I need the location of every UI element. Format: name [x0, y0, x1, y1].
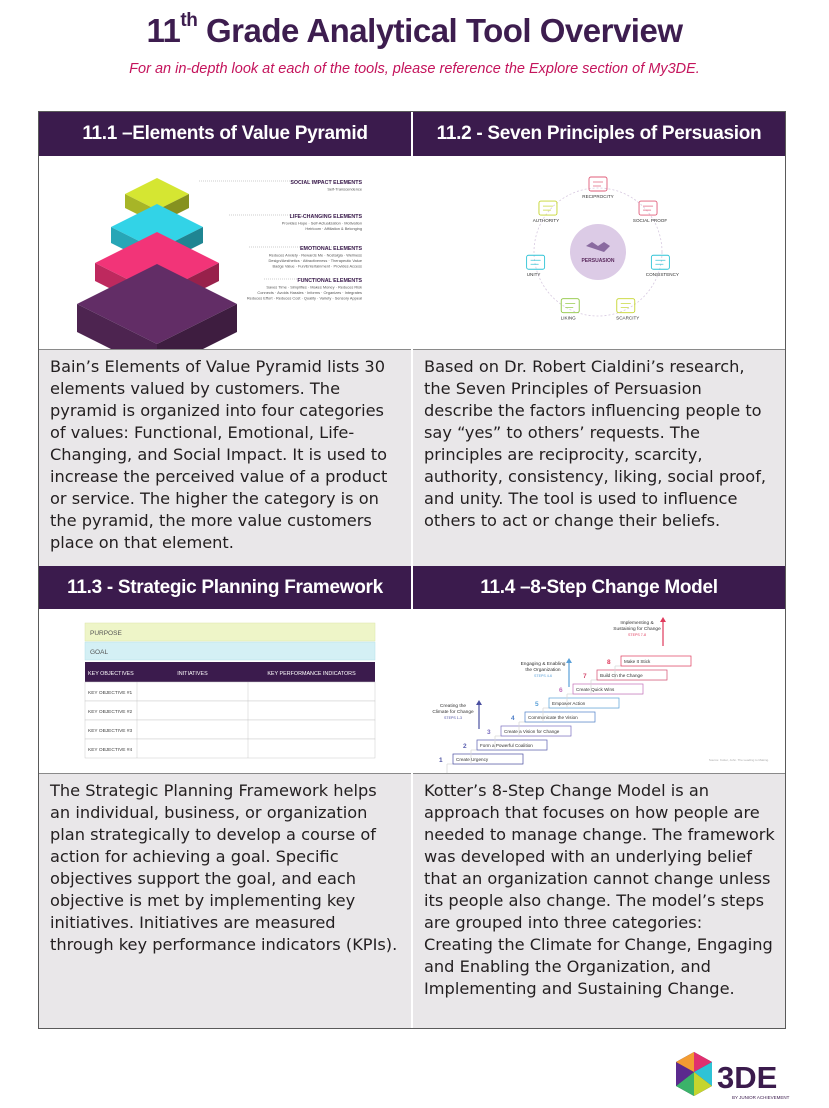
framework-column-header: KEY OBJECTIVES [88, 671, 134, 677]
tool-heading-11-1: 11.1 –Elements of Value Pyramid [39, 112, 411, 156]
framework-row-label: KEY OBJECTIVE #2 [88, 710, 133, 715]
principle-consistency [646, 255, 679, 277]
principle-label: SCARCITY [616, 315, 640, 321]
tool-description-11-2: Based on Dr. Robert Cialdini’s research, the Seven Principles of Persuasion describe the factors influencing people to say “yes” to others’ requests. The principles are reciprocity, scarcity, authority, consistency, liking, social proof, and unity. The tool is used to influence others to act or change their beliefs. [413, 350, 785, 566]
tool-heading-11-2: 11.2 - Seven Principles of Persuasion [413, 112, 785, 156]
framework-row [85, 739, 375, 758]
kotter-step-label: Build On the Change [600, 673, 643, 678]
kotter-group-title: Sustaining for Change [613, 627, 661, 632]
tool-heading-11-3: 11.3 - Strategic Planning Framework [39, 566, 411, 609]
svg-text:LIFE-CHANGING ELEMENTS: LIFE-CHANGING ELEMENTS [289, 214, 362, 220]
pyramid-label [247, 278, 363, 301]
principle-label: UNITY [526, 272, 541, 278]
kotter-diagram [413, 609, 785, 773]
kotter-group-title: Engaging & Enabling [520, 662, 566, 667]
tool-description-11-3: The Strategic Planning Framework helps an individual, business, or organization plan strategically to develop a course of action for achieving a goal. Specific objectives support the goal, and each objective is met by implementing key initiatives. Initiatives are measured through key performance indicators (KPIs). [39, 774, 411, 1028]
kotter-step-number: 1 [439, 757, 443, 764]
persuasion-center-circle [570, 224, 626, 280]
persuasion-wheel [527, 177, 679, 321]
svg-text:Design/Aesthetics · Attractive: Design/Aesthetics · Attractiveness · Therapeutic Value [268, 258, 362, 263]
3de-logo-tagline: BY JUNIOR ACHIEVEMENT [732, 1095, 790, 1100]
kotter-group-title: Climate for Change [432, 710, 474, 715]
kotter-credit: Source: Kotter, John. The Leading to Making. [708, 758, 769, 762]
pyramid-label [249, 246, 362, 269]
3de-logo-text: 3DE [717, 1060, 778, 1095]
kotter-step-label: Form a Powerful Coalition [480, 743, 533, 748]
svg-text:Heirloom · Affiliation & Belon: Heirloom · Affiliation & Belonging [305, 226, 362, 231]
svg-text:Reduces Anxiety · Rewards Me ·: Reduces Anxiety · Rewards Me · Nostalgia · Wellness [268, 252, 362, 258]
tool-name-bold: Strategic Planning Framework [85, 781, 329, 800]
svg-text:Connects · Avoids Hassles · In: Connects · Avoids Hassles · Informs · Organizes · Integrates [257, 290, 362, 295]
kotter-step-label: Create a Vision for Change [504, 729, 560, 734]
framework-row-label: KEY OBJECTIVE #4 [88, 748, 133, 753]
framework-row [85, 701, 375, 720]
persuasion-center-label: PERSUASION [581, 258, 615, 264]
tool-name-bold: Seven Principles of Persuasion [455, 379, 702, 398]
kotter-step-label: Make It Stick [624, 659, 651, 664]
framework-column-header: KEY PERFORMANCE INDICATORS [267, 671, 356, 677]
principle-icon [539, 201, 557, 215]
principle-icon [651, 255, 669, 269]
kotter-staircase [432, 617, 769, 773]
svg-text:Saves Time · Simplifies · Make: Saves Time · Simplifies · Makes Money · Reduces Risk [266, 284, 362, 290]
principle-icon [589, 177, 607, 191]
principle-label: LIKING [560, 315, 576, 321]
principle-icon [639, 201, 657, 215]
principle-social-proof [633, 201, 667, 223]
kotter-step-label: Communicate the Vision [528, 715, 578, 720]
pyramid-layers [77, 178, 237, 349]
tool-description-11-1: Bain’s Elements of Value Pyramid lists 30 elements valued by customers. The pyramid is organized into four categories of values: Functional, Emotional, Life-Changing, and Social Impact. It is used to increase the perceived value of a product or service. The higher the category is on the pyramid, the more value customers place on that element. [39, 350, 411, 566]
kotter-step-number: 8 [607, 659, 611, 666]
tool-heading-11-4: 11.4 –8-Step Change Model [413, 566, 785, 609]
svg-text:FUNCTIONAL ELEMENTS: FUNCTIONAL ELEMENTS [297, 278, 362, 284]
svg-text:Reduces Effort · Reduces Cost: Reduces Effort · Reduces Cost · Quality · Variety · Sensory Appeal [246, 295, 362, 301]
goal-row [85, 642, 375, 660]
principle-label: RECIPROCITY [582, 194, 614, 199]
persuasion-image [413, 156, 785, 349]
kotter-step-label: Create Urgency [456, 757, 489, 762]
pyramid-labels [199, 180, 362, 301]
framework-row-label: KEY OBJECTIVE #1 [88, 691, 133, 696]
pyramid-label [229, 214, 362, 231]
kotter-step-label: Create Quick Wins [576, 687, 615, 692]
principle-label: SOCIAL PROOF [632, 218, 668, 224]
svg-text:EMOTIONAL ELEMENTS: EMOTIONAL ELEMENTS [300, 246, 362, 252]
framework-image [39, 609, 411, 773]
framework-row [85, 720, 375, 739]
tool-description-11-4: Kotter’s 8-Step Change Model is an approach that focuses on how people are needed to manage change. The framework was developed with an underlying belief that an organization cannot change unless its people also change. The model’s steps are grouped into three categories: Creating the Climate for Change, Engaging and Enabling the Organization, and Implementing and Sustaining Change. [413, 774, 785, 1028]
kotter-step-number: 4 [511, 715, 515, 722]
kotter-group-steps: STEPS 4-6 [534, 674, 552, 678]
persuasion-diagram [413, 156, 785, 349]
purpose-label: PURPOSE [90, 630, 122, 637]
page-subtitle: For an in-depth look at each of the tools, please reference the Explore section of My3DE. [129, 61, 700, 77]
goal-label: GOAL [90, 649, 109, 656]
kotter-group-steps: STEPS 1-3 [444, 716, 462, 720]
kotter-group [521, 658, 572, 687]
3de-logo [672, 1050, 792, 1100]
principle-scarcity [616, 299, 639, 321]
kotter-step-number: 6 [559, 687, 563, 694]
principle-label: CONSISTENCY [645, 272, 679, 278]
tool-name-bold: Bain’s Elements of Value Pyramid [50, 357, 322, 376]
kotter-group-steps: STEPS 7-8 [628, 633, 646, 637]
kotter-group-title: Implementing & [620, 621, 654, 626]
svg-text:Badge Value · Fun/Entertainmen: Badge Value · Fun/Entertainment · Provides Access [272, 263, 362, 269]
kotter-step-number: 2 [463, 743, 467, 750]
page-title: 11th Grade Analytical Tool Overview [146, 10, 683, 49]
tool-name-bold: Kotter’s 8-Step Change Model [424, 781, 666, 800]
kotter-step-number: 5 [535, 701, 539, 708]
framework-row-label: KEY OBJECTIVE #3 [88, 729, 133, 734]
kotter-group-title: Creating the [439, 704, 467, 709]
principle-unity [527, 255, 545, 277]
kotter-step-number: 7 [583, 673, 587, 680]
pyramid-image [39, 156, 411, 349]
principle-icon [561, 299, 579, 313]
svg-text:Provides Hope · Self-Actualiza: Provides Hope · Self-Actualization · Motivation [281, 220, 362, 226]
principle-authority [533, 201, 560, 223]
svg-text:SOCIAL IMPACT ELEMENTS: SOCIAL IMPACT ELEMENTS [290, 180, 362, 186]
principle-icon [617, 299, 635, 313]
framework-diagram [39, 609, 411, 773]
framework-column-header: INITIATIVES [177, 671, 208, 677]
pyramid-diagram [39, 156, 411, 349]
kotter-step-label: Empower Action [552, 701, 586, 706]
purpose-row [85, 623, 375, 641]
framework-row [85, 682, 375, 701]
framework-table [85, 623, 375, 758]
kotter-step-number: 3 [487, 729, 491, 736]
kotter-group-title: the Organization [525, 668, 561, 673]
svg-text:Self-Transcendence: Self-Transcendence [327, 186, 362, 192]
tool-grid [38, 111, 786, 1029]
kotter-image [413, 609, 785, 773]
pyramid-label [199, 180, 362, 192]
3de-logo-icon [676, 1052, 712, 1096]
kotter-group [432, 700, 482, 729]
kotter-group [613, 617, 666, 646]
principle-label: AUTHORITY [532, 218, 560, 224]
kotter-step [439, 754, 523, 773]
